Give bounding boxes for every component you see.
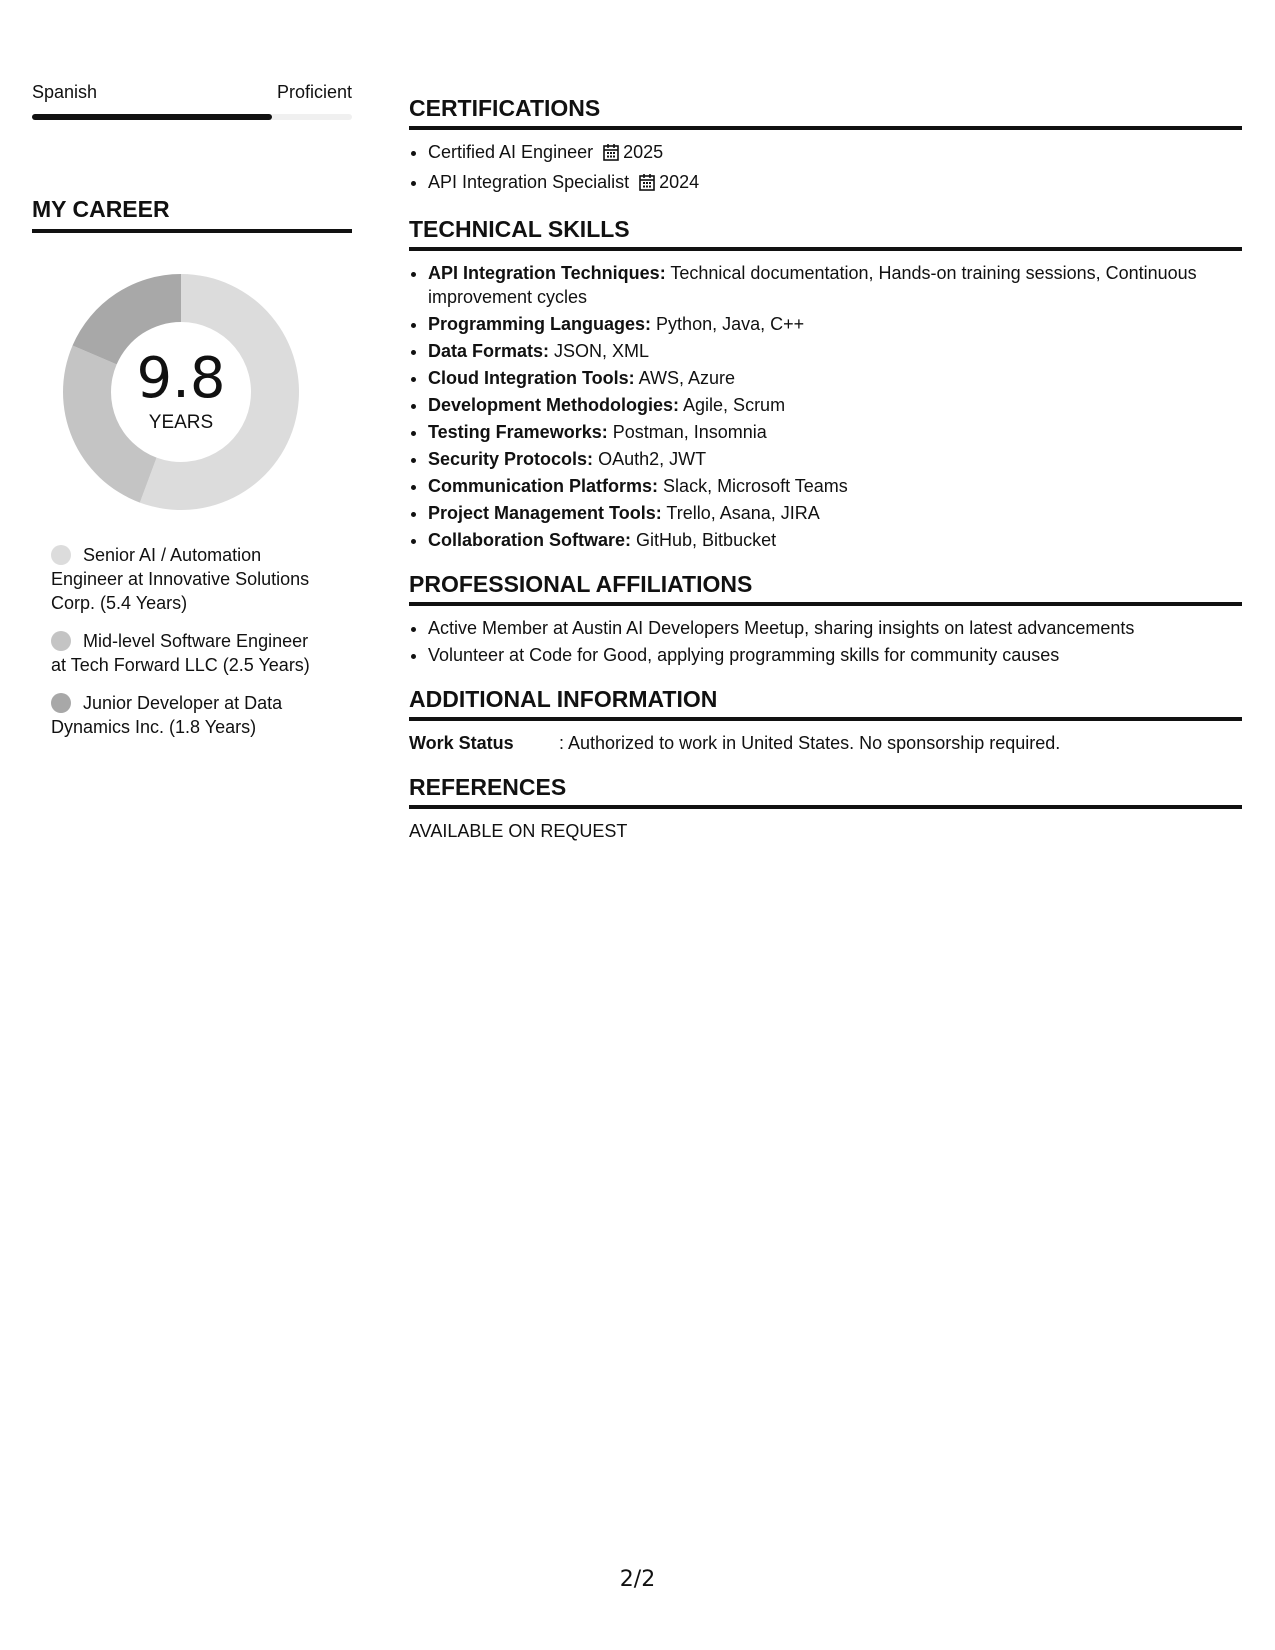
skill-item xyxy=(428,447,1242,471)
career-legend xyxy=(51,543,321,739)
language-proficiency-bar xyxy=(32,114,352,120)
language-name: Spanish xyxy=(32,82,98,102)
certification-name: API Integration Specialist xyxy=(428,172,630,192)
skill-value: Slack, Microsoft Teams xyxy=(663,476,848,496)
skill-value: Postman, Insomnia xyxy=(612,422,767,442)
certifications-section xyxy=(409,94,1242,197)
skill-item xyxy=(428,339,1242,363)
certifications-title: CERTIFICATIONS xyxy=(409,94,1242,130)
career-role-text: Senior AI / Automation Engineer at Innovative Solutions Corp. (5.4 Years) xyxy=(51,545,310,613)
skill-label: Data Formats: xyxy=(428,341,550,361)
skill-item xyxy=(428,312,1242,336)
skill-value: Agile, Scrum xyxy=(683,395,786,415)
skill-label: Programming Languages: xyxy=(428,314,652,334)
skill-item xyxy=(428,528,1242,552)
career-role-text: Junior Developer at Data Dynamics Inc. (1.8 Years) xyxy=(51,693,283,737)
work-status-value: : Authorized to work in United States. No sponsorship required. xyxy=(559,733,1061,753)
affiliations-section xyxy=(409,570,1242,667)
legend-dot xyxy=(51,631,71,651)
skill-value: JSON, XML xyxy=(554,341,650,361)
skill-value: OAuth2, JWT xyxy=(598,449,707,469)
skill-label: Communication Platforms: xyxy=(428,476,659,496)
legend-dot xyxy=(51,693,71,713)
career-legend-item xyxy=(51,543,321,615)
skill-value: Trello, Asana, JIRA xyxy=(666,503,820,523)
technical-skills-title: TECHNICAL SKILLS xyxy=(409,215,1242,251)
skill-label: Security Protocols: xyxy=(428,449,594,469)
career-heading: MY CAREER xyxy=(32,196,352,233)
skill-label: Project Management Tools: xyxy=(428,503,662,523)
skill-value: Python, Java, C++ xyxy=(656,314,805,334)
additional-info-title: ADDITIONAL INFORMATION xyxy=(409,685,1242,721)
affiliations-list xyxy=(409,616,1242,667)
certification-item xyxy=(428,140,1242,167)
certification-item xyxy=(428,170,1242,197)
certification-year: 2024 xyxy=(659,172,700,192)
calendar-icon xyxy=(639,173,655,197)
references-title: REFERENCES xyxy=(409,773,1242,809)
technical-skills-section xyxy=(409,215,1242,552)
right-column xyxy=(409,94,1242,861)
skill-label: Testing Frameworks: xyxy=(428,422,608,442)
certification-year: 2025 xyxy=(623,142,664,162)
references-text: AVAILABLE ON REQUEST xyxy=(409,821,628,841)
certification-name: Certified AI Engineer xyxy=(428,142,594,162)
legend-dot xyxy=(51,545,71,565)
skill-label: Development Methodologies: xyxy=(428,395,680,415)
references-section xyxy=(409,773,1242,843)
career-role-text: Mid-level Software Engineer at Tech Forward LLC (2.5 Years) xyxy=(51,631,310,675)
certifications-list xyxy=(409,140,1242,197)
career-total-unit: YEARS xyxy=(148,412,214,433)
affiliation-item: • Active Member at Austin AI Developers Meetup, sharing insights on latest advancements xyxy=(428,616,1242,640)
language-proficiency-fill xyxy=(32,114,272,120)
skill-item xyxy=(428,420,1242,444)
skill-label: Collaboration Software: xyxy=(428,530,632,550)
skill-item xyxy=(428,393,1242,417)
skill-item xyxy=(428,366,1242,390)
donut-center xyxy=(56,267,306,517)
work-status-label: Work Status xyxy=(409,733,514,753)
skill-item xyxy=(428,501,1242,525)
career-total-years: 9.8 xyxy=(136,346,226,411)
page-number: 2/2 xyxy=(619,1567,656,1592)
skill-label: API Integration Techniques: xyxy=(428,263,666,283)
calendar-icon xyxy=(603,143,619,167)
skill-item xyxy=(428,261,1242,309)
skill-value: AWS, Azure xyxy=(638,368,736,388)
language-level: Proficient xyxy=(276,82,352,102)
left-column xyxy=(32,80,352,753)
skill-value: Technical documentation, Hands-on training sessions, Continuous improvement cycles xyxy=(428,263,1197,307)
language-row xyxy=(32,80,352,104)
affiliation-item: • Volunteer at Code for Good, applying programming skills for community causes xyxy=(428,643,1242,667)
affiliations-title: PROFESSIONAL AFFILIATIONS xyxy=(409,570,1242,606)
career-legend-item xyxy=(51,629,321,677)
skill-value: GitHub, Bitbucket xyxy=(636,530,777,550)
technical-skills-list xyxy=(409,261,1242,552)
skill-item xyxy=(428,474,1242,498)
additional-info-section xyxy=(409,685,1242,755)
career-legend-item xyxy=(51,691,321,739)
skill-label: Cloud Integration Tools: xyxy=(428,368,635,388)
career-donut-chart xyxy=(56,267,306,517)
work-status-row xyxy=(409,731,1242,755)
